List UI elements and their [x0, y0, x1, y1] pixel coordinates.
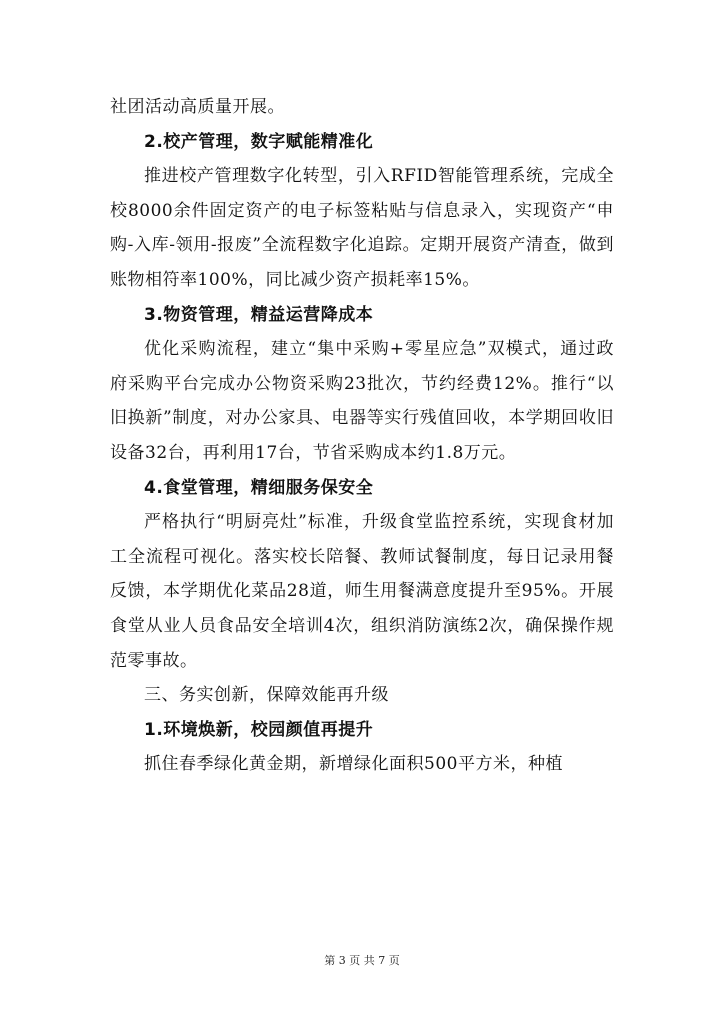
paragraph-school-property: 推进校产管理数字化转型，引入RFID智能管理系统，完成全校8000余件固定资产的电子标签粘贴与信息录入，实现资产“申购-入库-领用-报废”全流程数字化追踪。定期开展资产清查，做到账物相符率100%，同比减少资产损耗率15%。 [110, 166, 614, 290]
page-footer: 第 3 页 共 7 页 [324, 954, 400, 967]
section-heading-school-property: 2.校产管理，数字赋能精准化 [144, 131, 374, 152]
section-heading-materials: 3.物资管理，精益运营降成本 [144, 304, 374, 325]
paragraph-canteen: 严格执行“明厨亮灶”标准，升级食堂监控系统，实现食材加工全流程可视化。落实校长陪餐、教师试餐制度，每日记录用餐反馈，本学期优化菜品28道，师生用餐满意度提升至95%。开展食堂从业人员食品安全培训4次，组织消防演练2次，确保操作规范零事故。 [110, 512, 614, 671]
paragraph-environment: 抓住春季绿化黄金期，新增绿化面积500平方米，种植 [144, 754, 563, 775]
section-heading-environment: 1.环境焕新，校园颜值再提升 [144, 719, 374, 740]
paragraph-materials: 优化采购流程，建立“集中采购+零星应急”双模式，通过政府采购平台完成办公物资采购23批次，节约经费12%。推行“以旧换新”制度，对办公家具、电器等实行残值回收，本学期回收旧设备32台，再利用17台，节省采购成本约1.8万元。 [110, 339, 614, 463]
document-body [110, 90, 614, 782]
section-heading-canteen: 4.食堂管理，精细服务保安全 [144, 477, 374, 498]
major-heading-innovation: 三、务实创新，保障效能再升级 [144, 685, 389, 706]
paragraph-continuation: 社团活动高质量开展。 [110, 97, 285, 117]
